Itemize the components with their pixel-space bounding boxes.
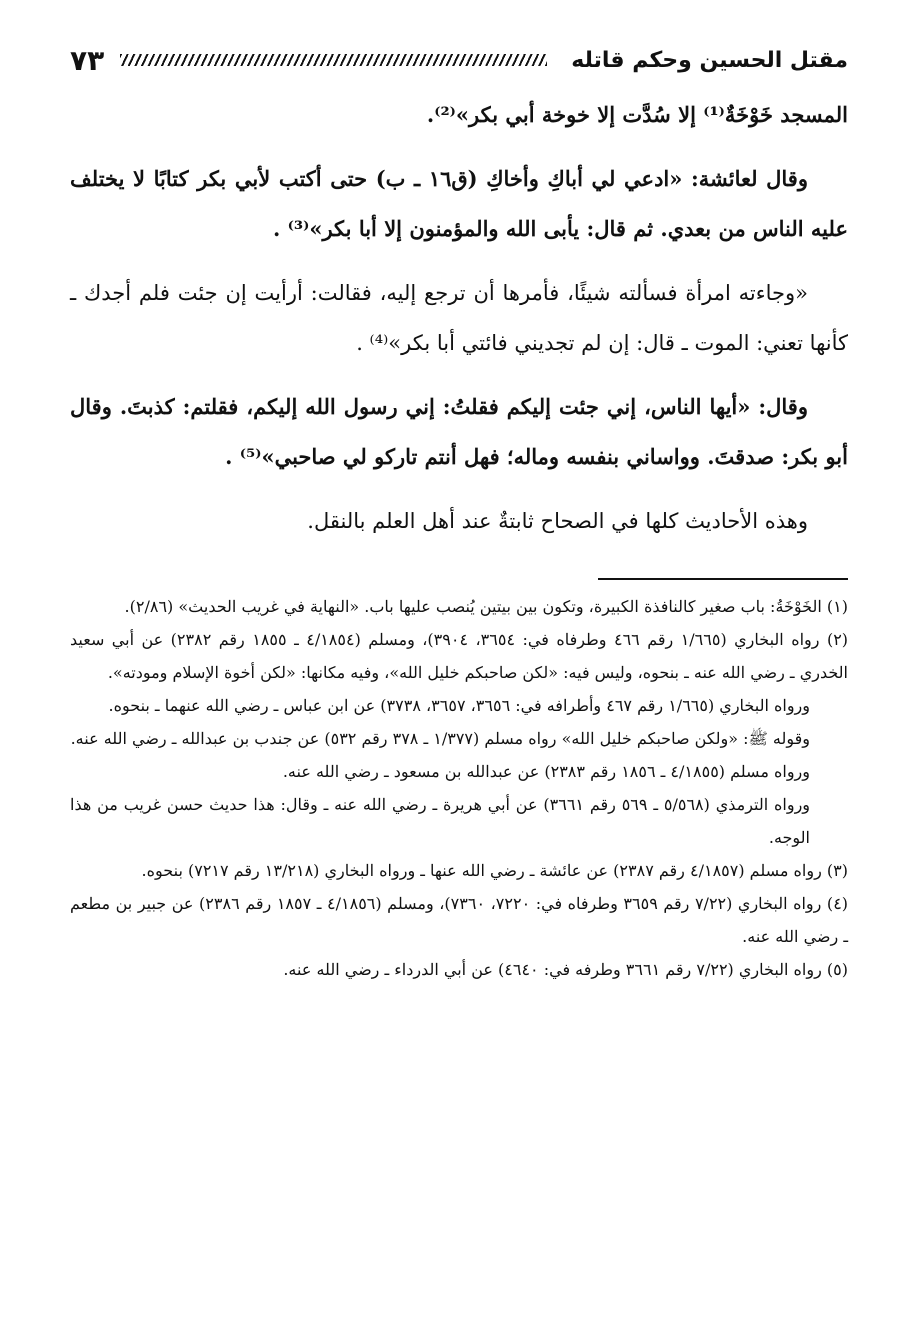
footnote-3: (٣) رواه مسلم (٤/١٨٥٧ رقم ٢٣٨٧) عن عائشة ـ رضي الله عنها ـ ورواه البخاري (١٣/٢١٨ رقم ٧٢١٧) بنحوه.: [141, 861, 848, 880]
page-number: ٧٣: [70, 43, 105, 77]
footnote-1: (١) الخَوْخَةُ: باب صغير كالنافذة الكبيرة، وتكون بين بيتين يُنصب عليها باب. «النهاية في غريب الحديث» (٢/٨٦).: [124, 597, 848, 616]
footnote-2: (٢) رواه البخاري (١/٦٦٥ رقم ٤٦٦ وطرفاه في: ٣٦٥٤، ٣٩٠٤)، ومسلم (٤/١٨٥٤ ـ ١٨٥٥ رقم ٢٣٨٢) عن أبي سعيد الخدري ـ رضي الله عنه ـ بنحوه، وليس فيه: «لكن صاحبكم خليل الله»، وفيه مكانها: «لكن أخوة الإسلام ومودته».: [70, 630, 849, 682]
footnote-2-continuation: ورواه مسلم (٤/١٨٥٥ ـ ١٨٥٦ رقم ٢٣٨٣) عن عبدالله بن مسعود ـ رضي الله عنه.: [282, 762, 810, 781]
footnote-2-continuation: وقوله ﷺ: «ولكن صاحبكم خليل الله» رواه مسلم (١/٣٧٧ ـ ٣٧٨ رقم ٥٣٢) عن جندب بن عبدالله ـ رضي الله عنه.: [70, 729, 810, 748]
paragraph-3: «وجاءته امرأة فسألته شيئًا، فأمرها أن ترجع إليه، فقالت: أرأيت إن جئت فلم أجدك ـ كأنها تعني: الموت ـ قال: إن لم تجديني فائتي أبا بكر»⁽⁴⁾ .: [70, 281, 848, 355]
header-decorative-rule: [120, 54, 547, 66]
header-title: مقتل الحسين وحكم قاتله: [571, 47, 848, 73]
page: [70, 30, 848, 986]
paragraph-2: وقال لعائشة: «ادعي لي أباكِ وأخاكِ (ق١٦ ـ ب) حتى أكتب لأبي بكر كتابًا لا يختلف عليه الناس من بعدي. ثم قال: يأبى الله والمؤمنون إلا أبا بكر»⁽³⁾ .: [70, 166, 848, 241]
footnote-separator: [598, 578, 848, 580]
footnote-2-continuation: ورواه البخاري (١/٦٦٥ رقم ٤٦٧ وأطرافه في: ٣٦٥٦، ٣٦٥٧، ٣٧٣٨) عن ابن عباس ـ رضي الله عنهما ـ بنحوه.: [108, 696, 810, 715]
paragraph-1: المسجد خَوْخَةٌ⁽¹⁾ إلا سُدَّت إلا خوخة أبي بكر»⁽²⁾.: [426, 102, 848, 127]
main-text: [70, 90, 848, 546]
footnote-4: (٤) رواه البخاري (٧/٢٢ رقم ٣٦٥٩ وطرفاه في: ٧٢٢٠، ٧٣٦٠)، ومسلم (٤/١٨٥٦ ـ ١٨٥٧ رقم ٢٣٨٦) عن جبير بن مطعم ـ رضي الله عنه.: [70, 894, 849, 946]
footnote-2-continuation: ورواه الترمذي (٥/٥٦٨ ـ ٥٦٩ رقم ٣٦٦١) عن أبي هريرة ـ رضي الله عنه ـ وقال: هذا حديث حسن غريب من هذا الوجه.: [70, 795, 811, 847]
footnote-5: (٥) رواه البخاري (٧/٢٢ رقم ٣٦٦١ وطرفه في: ٤٦٤٠) عن أبي الدرداء ـ رضي الله عنه.: [283, 960, 848, 979]
running-header: [70, 30, 848, 90]
footnotes: [70, 590, 848, 986]
paragraph-5: وهذه الأحاديث كلها في الصحاح ثابتةٌ عند أهل العلم بالنقل.: [307, 509, 808, 533]
paragraph-4: وقال: «أيها الناس، إني جئت إليكم فقلتُ: إني رسول الله إليكم، فقلتم: كذبتَ. وقال أبو بكر: صدقتَ. وواساني بنفسه وماله؛ فهل أنتم تاركو لي صاحبي»⁽⁵⁾ .: [70, 394, 848, 469]
